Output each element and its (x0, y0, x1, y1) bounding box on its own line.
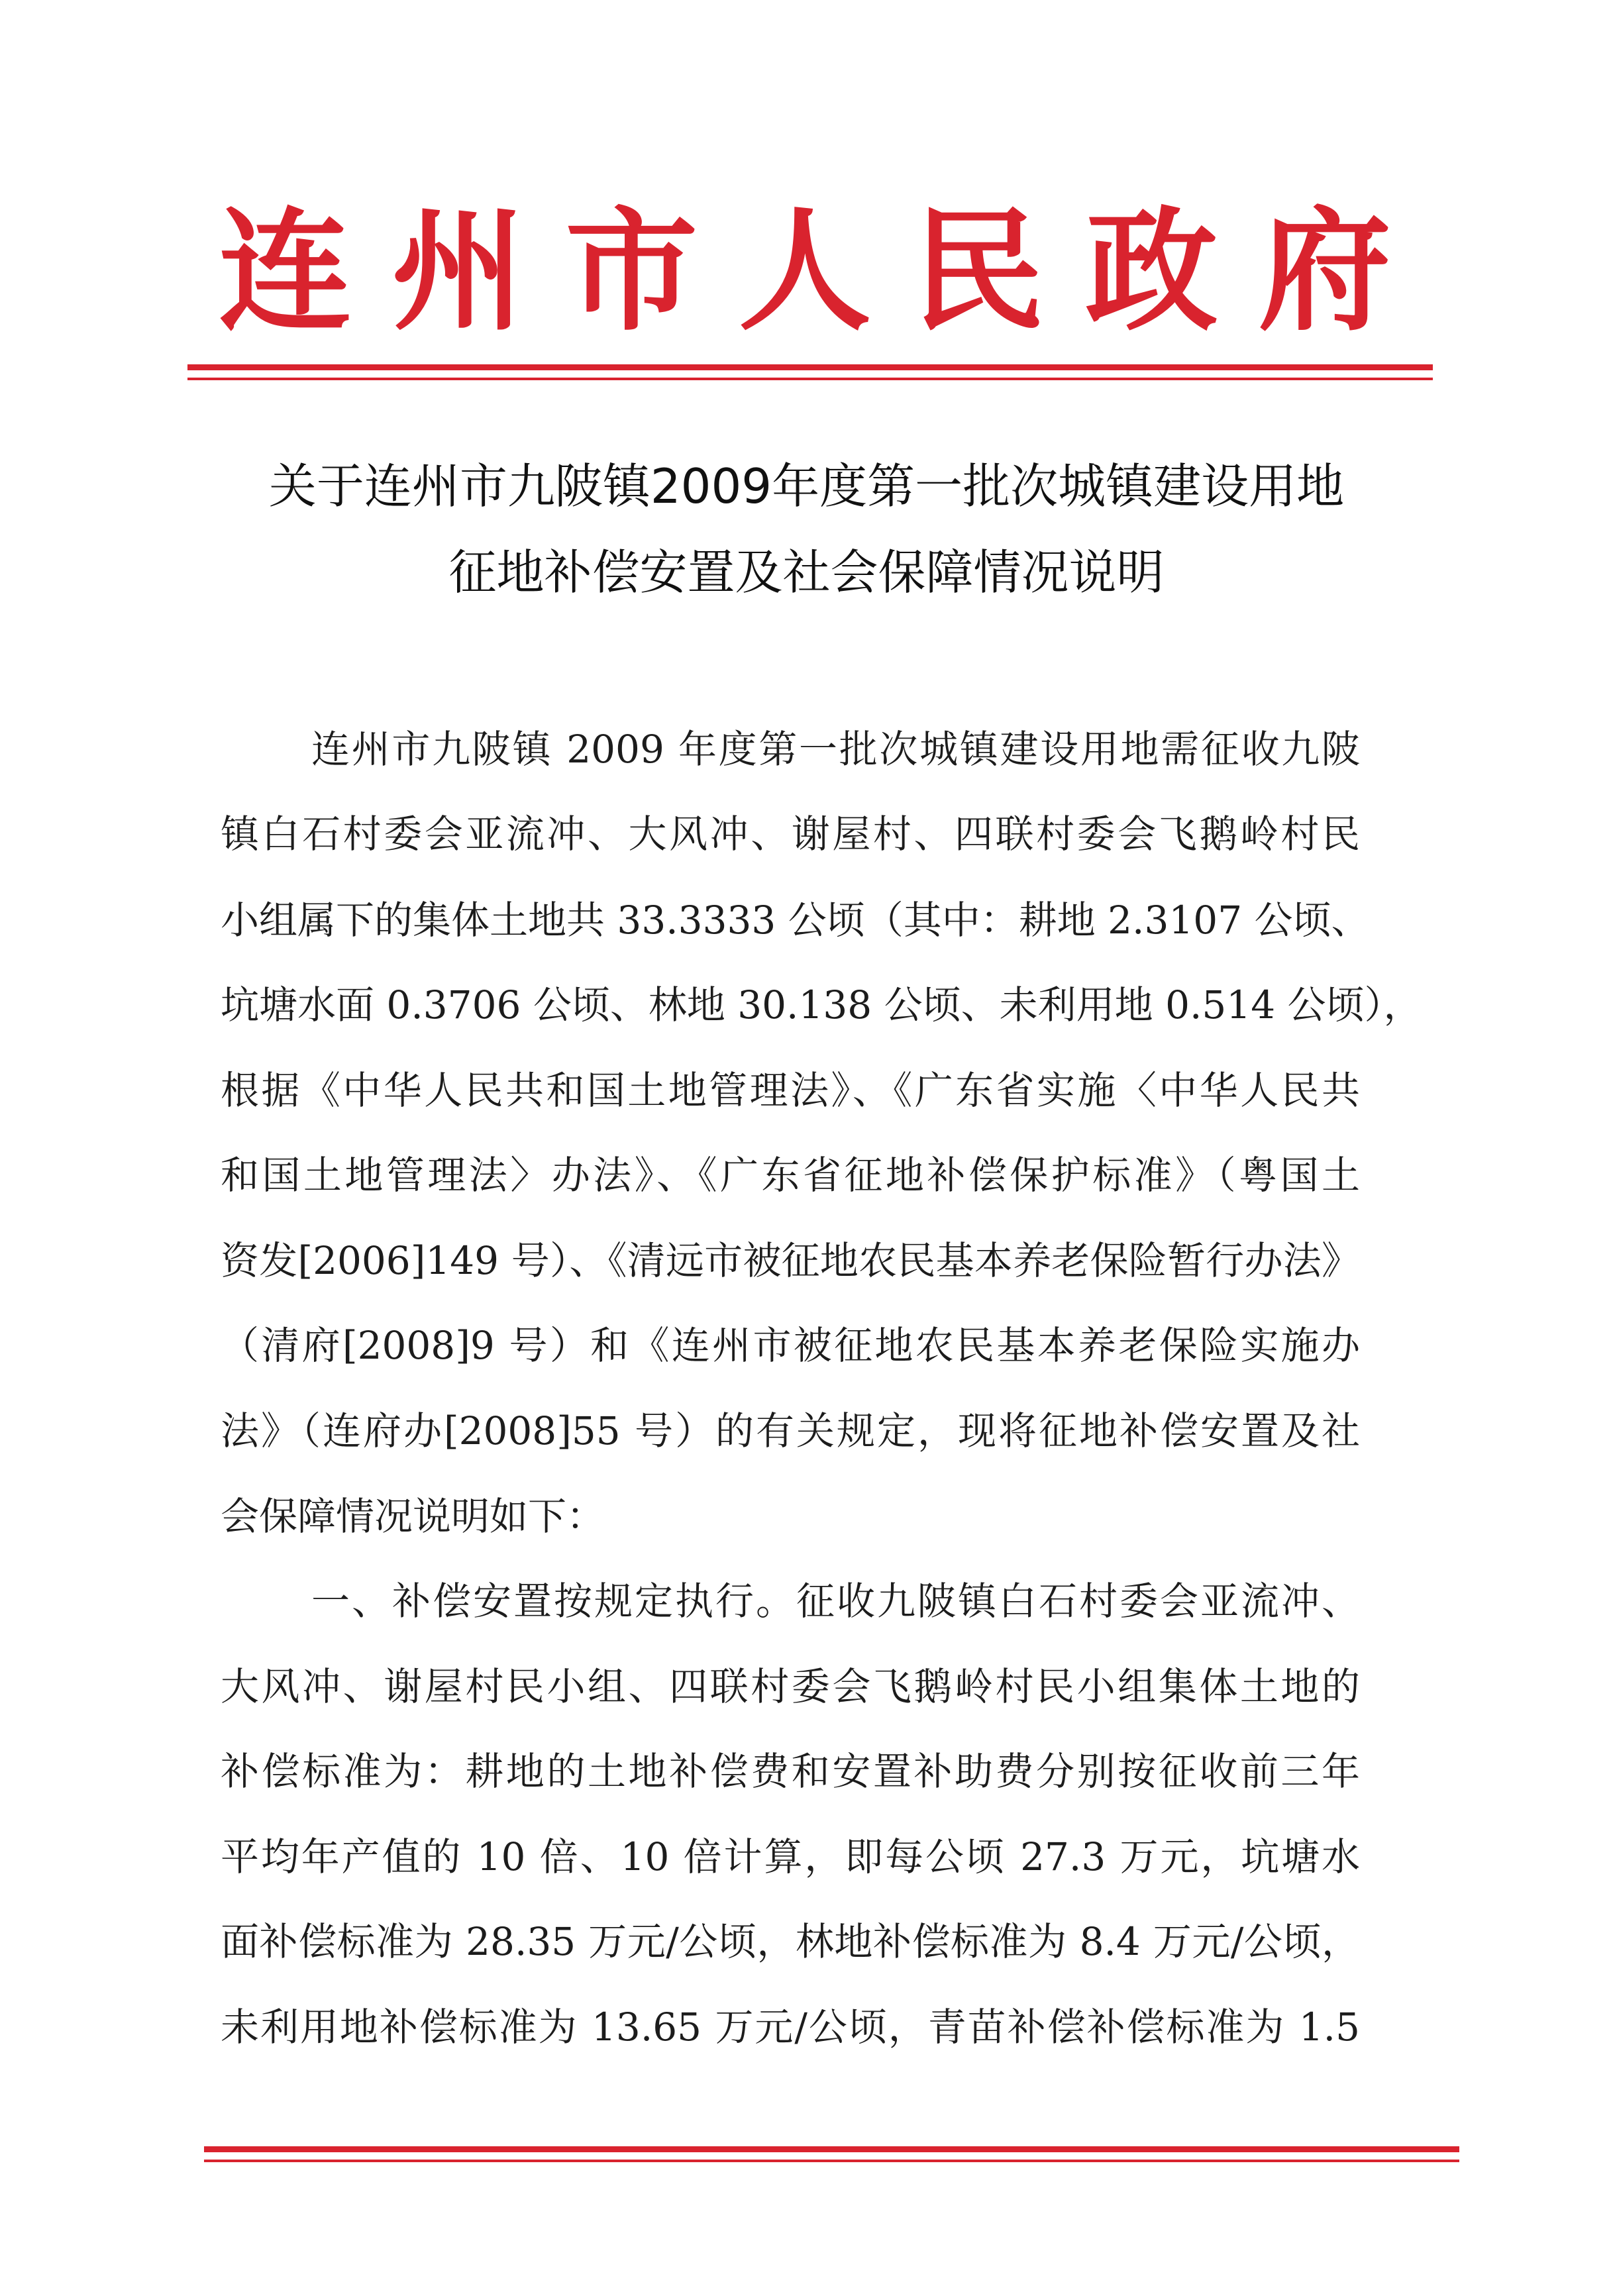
body-text-line: 连州市九陂镇 2009 年度第一批次城镇建设用地需征收九陂 (311, 727, 1360, 772)
issuer-char: 政 (1085, 193, 1218, 349)
issuer-char: 市 (565, 193, 698, 349)
header-divider-thick (187, 364, 1433, 370)
body-text-line: 小组属下的集体土地共 33.3333 公顷（其中：耕地 2.3107 公顷、 (221, 898, 1370, 943)
body-text-line: 和国土地管理法〉办法》、《广东省征地补偿保护标准》（粤国土 (221, 1153, 1360, 1198)
body-text-line: （清府[2008]9 号）和《连州市被征地农民基本养老保险实施办 (221, 1323, 1360, 1368)
body-text-line: 大风冲、谢屋村民小组、四联村委会飞鹅岭村民小组集体土地的 (221, 1664, 1360, 1709)
document-title-line-1: 关于连州市九陂镇2009年度第一批次城镇建设用地 (268, 458, 1345, 514)
body-text-line: 坑塘水面 0.3706 公顷、林地 30.138 公顷、未利用地 0.514 公顷）， (221, 982, 1422, 1027)
body-text-line: 根据《中华人民共和国土地管理法》、《广东省实施〈中华人民共 (221, 1068, 1360, 1113)
body-text-line: 镇白石村委会亚流冲、大风冲、谢屋村、四联村委会飞鹅岭村民 (221, 811, 1360, 857)
body-text-line: 面补偿标准为 28.35 万元/公顷，林地补偿标准为 8.4 万元/公顷， (221, 1919, 1360, 1964)
header-divider-thin (187, 378, 1433, 380)
body-text-line: 法》（连府办[2008]55 号）的有关规定，现将征地补偿安置及社 (221, 1408, 1360, 1453)
issuer-char: 民 (911, 193, 1045, 349)
issuer-char: 人 (738, 193, 871, 349)
section-heading-line: 一、补偿安置按规定执行。征收九陂镇白石村委会亚流冲、 (311, 1579, 1360, 1624)
footer-divider-thin (204, 2160, 1459, 2162)
issuer-char: 连 (219, 193, 352, 349)
footer-divider-thick (204, 2146, 1459, 2152)
document-title-line-2: 征地补偿安置及社会保障情况说明 (448, 545, 1165, 600)
body-text-line: 会保障情况说明如下： (221, 1494, 605, 1539)
body-text-line: 补偿标准为：耕地的土地补偿费和安置补助费分别按征收前三年 (221, 1749, 1360, 1794)
issuer-char: 州 (391, 193, 525, 349)
issuer-char: 府 (1258, 193, 1391, 349)
body-text-line: 未利用地补偿标准为 13.65 万元/公顷，青苗补偿补偿标准为 1.5 (221, 2005, 1360, 2050)
body-text-line: 资发[2006]149 号）、《清远市被征地农民基本养老保险暂行办法》 (221, 1238, 1360, 1283)
issuer-header (219, 192, 1391, 351)
body-text-line: 平均年产值的 10 倍、10 倍计算，即每公顷 27.3 万元，坑塘水 (221, 1834, 1360, 1879)
